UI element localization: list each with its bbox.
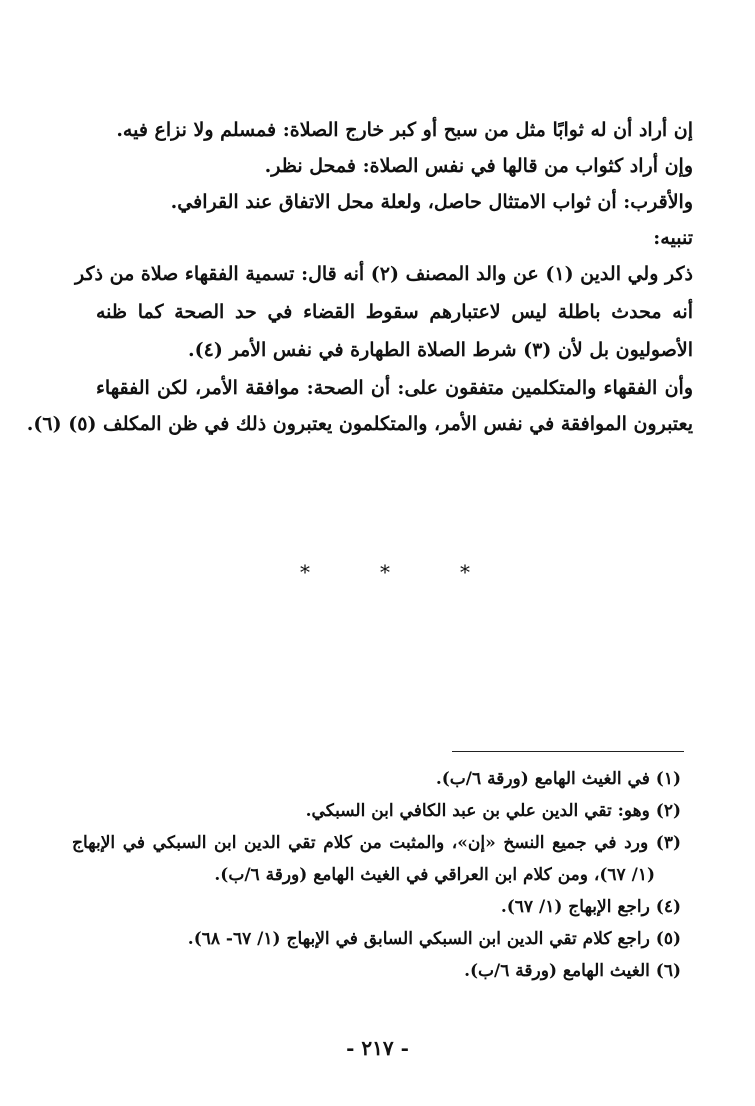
- footnote-2: (٢) وهو: تقي الدين علي بن عبد الكافي ابن السبكي.: [305, 801, 681, 821]
- divider-star: *: [300, 560, 310, 584]
- divider-star: *: [380, 560, 390, 584]
- body-line-8: وأن الفقهاء والمتكلمين متفقون على: أن الصحة: موافقة الأمر، لكن الفقهاء: [96, 377, 693, 399]
- body-line-5: ذكر ولي الدين (١) عن والد المصنف (٢) أنه قال: تسمية الفقهاء صلاة من ذكر: [75, 263, 693, 285]
- body-line-3: والأقرب: أن ثواب الامتثال حاصل، ولعلة محل الاتفاق عند القرافي.: [170, 191, 693, 213]
- section-divider-stars: [300, 562, 470, 582]
- divider-star: *: [460, 560, 470, 584]
- footnote-3-continuation: (١/ ٦٧)، ومن كلام ابن العراقي في الغيث الهامع (ورقة ٦/ب).: [214, 865, 655, 885]
- footnote-6: (٦) الغيث الهامع (ورقة ٦/ب).: [464, 961, 681, 981]
- body-line-9: يعتبرون الموافقة في نفس الأمر، والمتكلمون يعتبرون ذلك في ظن المكلف (٥) (٦).: [26, 413, 693, 435]
- body-line-1: إن أراد أن له ثوابًا مثل من سبح أو كبر خارج الصلاة: فمسلم ولا نزاع فيه.: [116, 119, 693, 141]
- footnote-1: (١) في الغيث الهامع (ورقة ٦/ب).: [435, 769, 681, 789]
- footnote-3: (٣) ورد في جميع النسخ «إن»، والمثبت من كلام تقي الدين ابن السبكي في الإبهاج: [72, 833, 681, 853]
- footnote-4: (٤) راجع الإبهاج (١/ ٦٧).: [500, 897, 681, 917]
- page-number: - ٢١٧ -: [346, 1036, 409, 1060]
- body-line-6: أنه محدث باطلة ليس لاعتبارهم سقوط القضاء في حد الصحة كما ظنه: [96, 301, 693, 323]
- body-line-2: وإن أراد كثواب من قالها في نفس الصلاة: فمحل نظر.: [264, 155, 693, 177]
- body-line-7: الأصوليون بل لأن (٣) شرط الصلاة الطهارة في نفس الأمر (٤).: [188, 339, 693, 361]
- section-heading-tanbih: تنبيه:: [653, 227, 693, 249]
- footnote-separator: [452, 751, 684, 752]
- footnote-5: (٥) راجع كلام تقي الدين ابن السبكي السابق في الإبهاج (١/ ٦٧- ٦٨).: [187, 929, 681, 949]
